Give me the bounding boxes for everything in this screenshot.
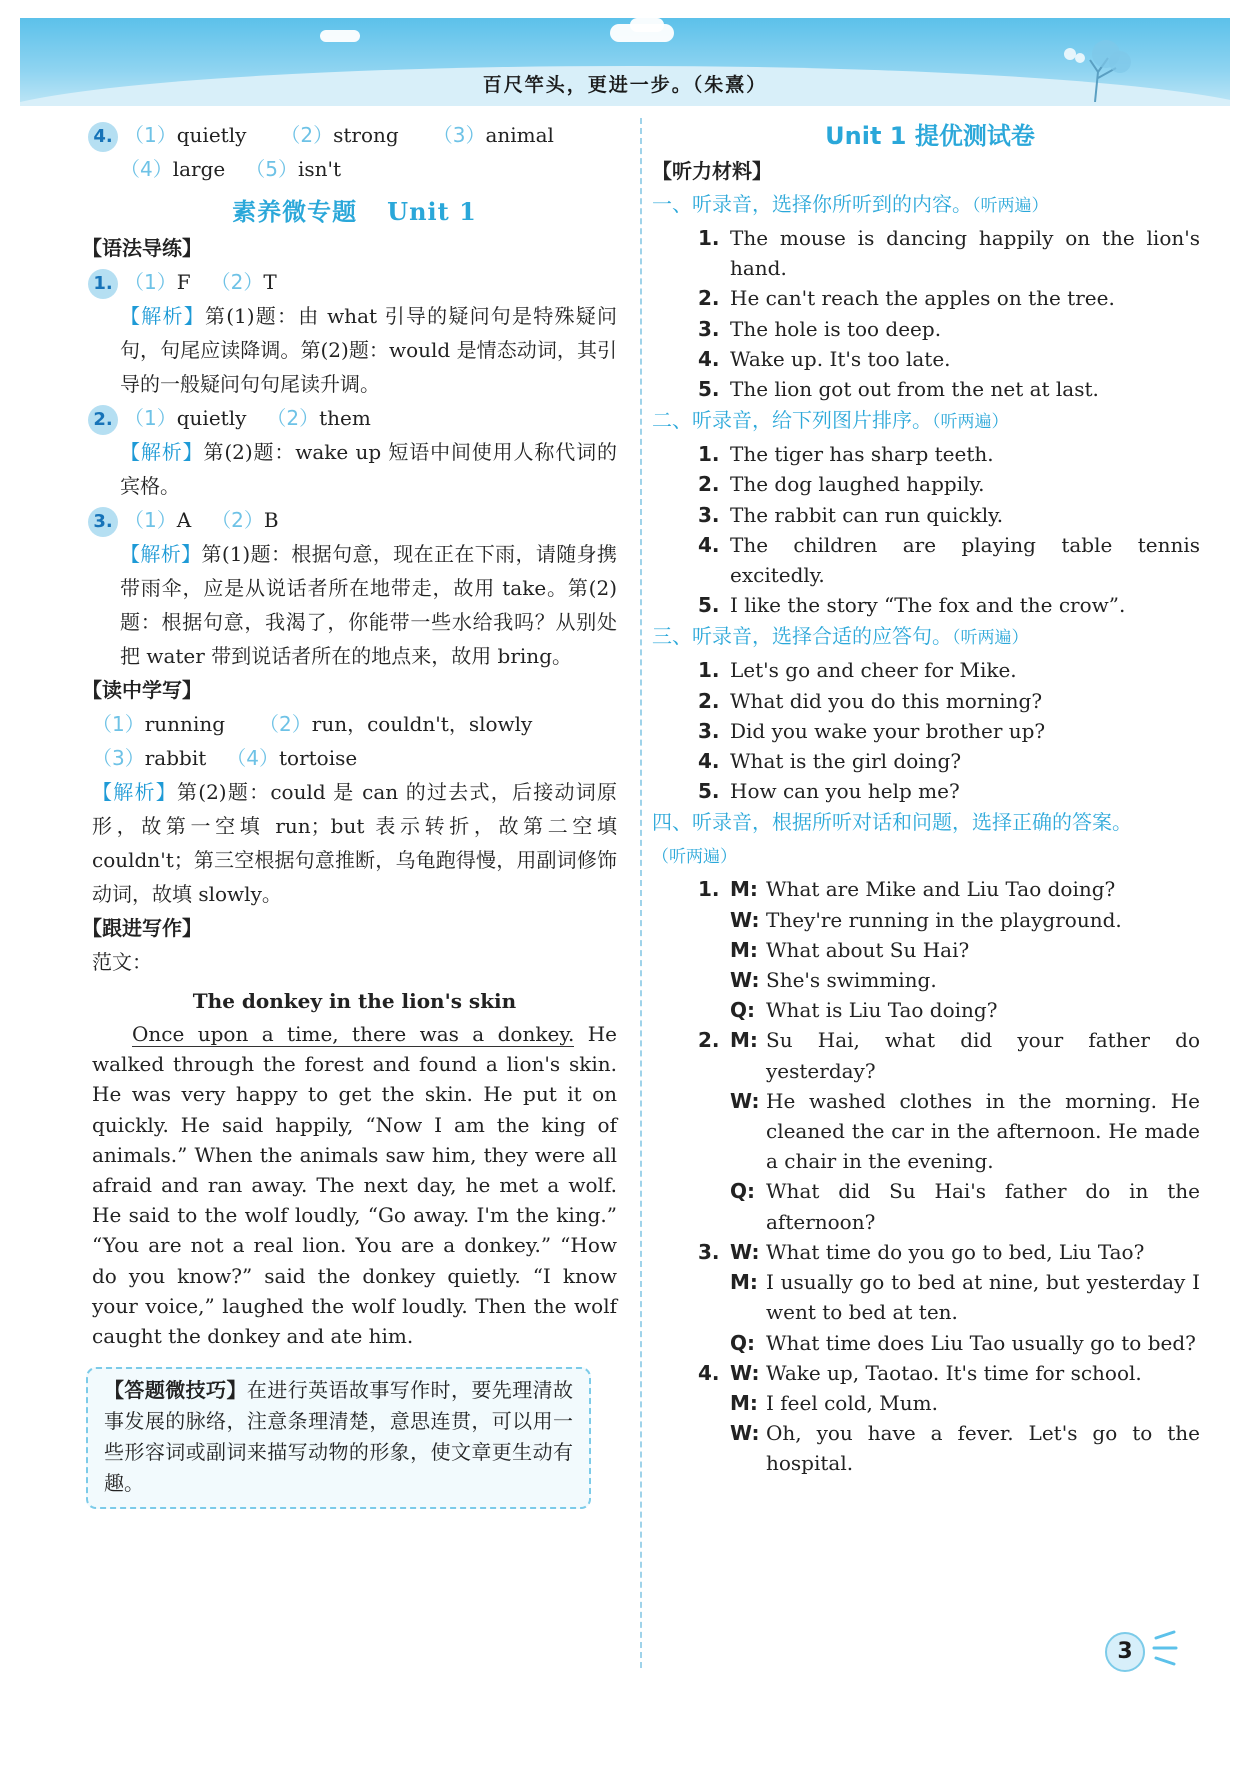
- list-item: 1. The tiger has sharp teeth.: [698, 442, 994, 467]
- part-4-title: 四、听录音，根据所听对话和问题，选择正确的答案。（听两遍）: [652, 810, 1132, 868]
- column-divider: [640, 118, 642, 1668]
- read-answers: （1）running （2）run，couldn't，slowly: [92, 712, 533, 736]
- list-item: 5. How can you help me?: [698, 779, 960, 804]
- g2-analysis: 【解析】第(2)题：wake up 短语中间使用人称代词的宾格。: [120, 440, 617, 498]
- sparkle-icon: [1150, 1628, 1180, 1668]
- tip-heading: 【答题微技巧】: [104, 1378, 247, 1403]
- list-item: 4. What is the girl doing?: [698, 749, 962, 774]
- tip-text: 在进行英语故事写作时，要先理清故事发展的脉络，注意条理清楚，意思连贯，可以用一些形容词或副词来描写动物的形象，使文章更生动有趣。: [104, 1378, 574, 1496]
- dialogue-4: 4. W: Wake up, Taotao. It's time for school. M: I feel cold, Mum. W: Oh, you have a fever. Let's go to the hospital.: [698, 1360, 1200, 1476]
- sample-label: 范文：: [92, 950, 152, 974]
- part-3-title: 三、听录音，选择合适的应答句。（听两遍）: [652, 624, 1029, 649]
- listening-heading: 【听力材料】: [652, 159, 772, 183]
- page-number: 3: [1105, 1632, 1145, 1672]
- question-number: 4.: [88, 122, 118, 152]
- g1-answers: 1. （1）F （2）T: [92, 265, 617, 299]
- cloud-icon: [320, 30, 360, 42]
- list-item: 5. I like the story “The fox and the crow”.: [698, 593, 1126, 618]
- q4-answers-cont: （4）large （5）isn't: [120, 157, 342, 181]
- reading-heading: 【读中学写】: [82, 678, 202, 702]
- story-text: Once upon a time, there was a donkey. He walked through the forest and found a lion's skin. He was very happy to get the skin. He put it on quickly. He said happily, “Now I am the king of animals.” When the animals saw him, they were all afraid and ran away. The next day, he met a wolf. He said to the wolf loudly, “Go away. I'm the king.” “You are not a real lion. You are a donkey.” “How do you know?” said the donkey quietly. “I know your voice,” laughed the wolf loudly. Then the wolf caught the donkey and ate him.: [92, 1022, 617, 1349]
- header-banner: [20, 18, 1230, 106]
- list-item: 2. What did you do this morning?: [698, 688, 1043, 713]
- story-first-sentence: Once upon a time, there was a donkey.: [132, 1022, 575, 1046]
- dialogue-1: 1. M: What are Mike and Liu Tao doing? W: They're running in the playground. M: What about Su Hai? W: She's swimming. Q: What is Liu Tao doing?: [698, 877, 1122, 1023]
- list-item: 3. Did you wake your brother up?: [698, 718, 1046, 743]
- read-answers-cont: （3）rabbit （4）tortoise: [92, 746, 358, 770]
- writing-heading: 【跟进写作】: [82, 916, 202, 940]
- part-1-title: 一、听录音，选择你所听到的内容。（听两遍）: [652, 192, 1049, 216]
- list-item: 1. Let's go and cheer for Mike.: [698, 658, 1017, 683]
- list-item: 2. He can't reach the apples on the tree.: [698, 286, 1115, 311]
- story-title: The donkey in the lion's skin: [192, 989, 517, 1013]
- read-analysis: 【解析】第(2)题：could 是 can 的过去式，后接动词原形，故第一空填 run；but 表示转折，故第二空填 couldn't；第三空根据句意推断，乌龟跑得慢，用副词修饰动词，故填 slowly。: [92, 780, 618, 906]
- list-item: 5. The lion got out from the net at last.: [698, 377, 1099, 402]
- list-item: 3. The rabbit can run quickly.: [698, 502, 1004, 527]
- dialogue-3: 3. W: What time do you go to bed, Liu Tao? M: I usually go to bed at nine, but yesterday I went to bed at ten. Q: What time does Liu Tao usually go to bed?: [698, 1239, 1200, 1355]
- q4-answers: 4. （1）quietly （2）strong （3）animal: [92, 118, 617, 152]
- left-column: [82, 118, 618, 1509]
- part-2-title: 二、听录音，给下列图片排序。（听两遍）: [652, 408, 1009, 433]
- list-item: 3. The hole is too deep.: [698, 316, 942, 341]
- list-item: 2. The dog laughed happily.: [698, 472, 985, 497]
- motto: 百尺竿头，更进一步。（朱熹）: [482, 74, 768, 96]
- dialogue-2: 2. M: Su Hai, what did your father do yesterday? W: He washed clothes in the morning. He cleaned the car in the afternoon. He made a chair in the evening. Q: What did Su Hai's father do in the afternoon?: [698, 1028, 1200, 1234]
- g2-answers: 2. （1）quietly （2）them: [92, 401, 617, 435]
- test-title: Unit 1 提优测试卷: [825, 122, 1035, 150]
- g3-answers: 3. （1）A （2）B: [92, 503, 617, 537]
- list-item: 4. Wake up. It's too late.: [698, 346, 951, 371]
- grammar-heading: 【语法导练】: [82, 236, 202, 260]
- tip-box: [86, 1367, 591, 1509]
- list-item: 4. The children are playing table tennis excitedly.: [698, 532, 1200, 588]
- g1-analysis: 【解析】第(1)题：由 what 引导的疑问句是特殊疑问句，句尾应读降调。第(2)题：would 是情态动词，其引导的一般疑问句句尾读升调。: [120, 304, 617, 396]
- topic-title: 素养微专题 Unit 1: [232, 197, 477, 226]
- cloud-icon: [630, 18, 664, 32]
- list-item: 1. The mouse is dancing happily on the lion's hand.: [698, 226, 1200, 281]
- right-column: [652, 118, 1200, 1479]
- g3-analysis: 【解析】第(1)题：根据句意，现在正在下雨，请随身携带雨伞，应是从说话者所在地带走，故用 take。第(2)题：根据句意，我渴了，你能带一些水给我吗？从别处把 water 带到说话者所在的地点来，故用 bring。: [120, 542, 617, 668]
